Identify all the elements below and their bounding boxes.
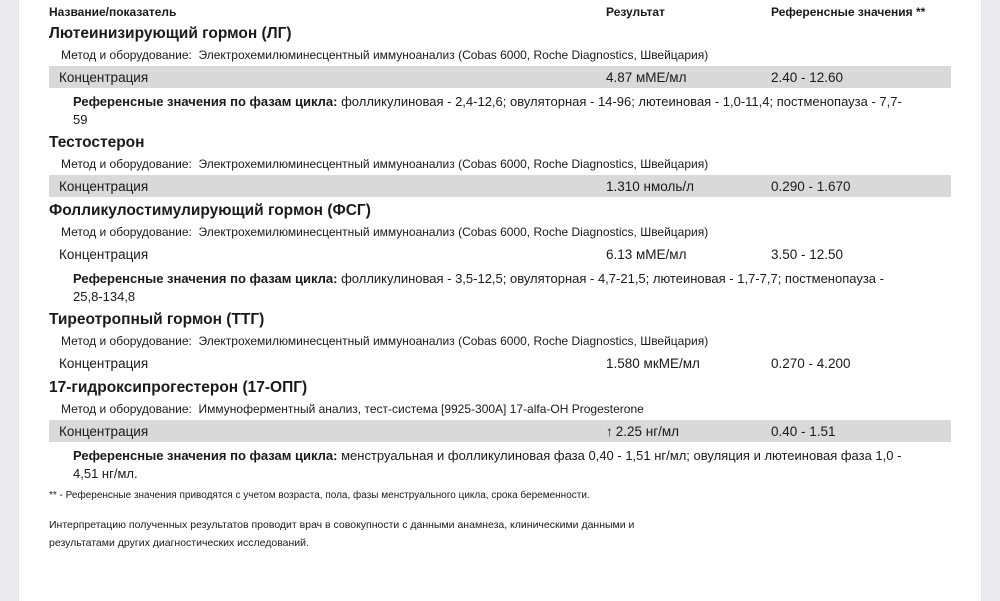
row-label: Концентрация xyxy=(59,69,149,85)
section-title: Лютеинизирующий гормон (ЛГ) xyxy=(49,25,292,42)
lab-report-page xyxy=(18,0,982,601)
section-title: 17-гидроксипрогестерон (17-ОПГ) xyxy=(49,379,308,396)
phase-reference xyxy=(73,270,913,306)
result-row xyxy=(49,66,951,88)
result-row xyxy=(49,352,951,374)
section-title: Тиреотропный гормон (ТТГ) xyxy=(49,311,265,328)
phase-reference xyxy=(73,447,913,483)
row-reference: 3.50 - 12.50 xyxy=(771,246,844,262)
test-section-17opg xyxy=(19,379,981,483)
row-result: 4.87 мМЕ/мл xyxy=(606,69,687,85)
table-header-row xyxy=(49,0,951,20)
reference-footnote: ** - Референсные значения приводятся с учетом возраста, пола, фазы менструального цикла, срока беременности. xyxy=(49,490,590,501)
method-line: Метод и оборудование: Электрохемилюминесцентный иммуноанализ (Cobas 6000, Roche Diagnostics, Швейцария) xyxy=(61,334,709,348)
method-line: Метод и оборудование: Электрохемилюминесцентный иммуноанализ (Cobas 6000, Roche Diagnostics, Швейцария) xyxy=(61,48,709,62)
row-result: 1.310 нмоль/л xyxy=(606,178,695,194)
result-row xyxy=(49,175,951,197)
test-section-testosterone xyxy=(19,134,981,197)
column-header-reference: Референсные значения ** xyxy=(771,5,926,19)
section-title: Тестостерон xyxy=(49,134,145,151)
interpretation-note: Интерпретацию полученных результатов проводит врач в совокупности с данными анамнеза, клиническими данными и результатами других диагностических исследований. xyxy=(49,519,635,549)
row-result: 1.580 мкМЕ/мл xyxy=(606,355,700,371)
row-result: 6.13 мМЕ/мл xyxy=(606,246,687,262)
test-section-fsg xyxy=(19,202,981,306)
row-reference: 2.40 - 12.60 xyxy=(771,69,844,85)
result-row xyxy=(49,420,951,442)
page-edge-left xyxy=(0,0,18,601)
method-line: Метод и оборудование: Иммуноферментный анализ, тест-система [9925-300A] 17-alfa-OH Progesterone xyxy=(61,402,644,416)
row-label: Концентрация xyxy=(59,178,149,194)
page-edge-right xyxy=(982,0,1000,601)
row-label: Концентрация xyxy=(59,423,149,439)
phase-reference-text: менструальная и фолликулиновая фаза 0,40 - 1,51 нг/мл; овуляция и лютеиновая фаза 1,0 - 4,51 нг/мл. xyxy=(73,448,902,481)
row-result-value: 2.25 нг/мл xyxy=(615,423,680,439)
phase-reference-text: фолликулиновая - 2,4-12,6; овуляторная - 14-96; лютеиновая - 1,0-11,4; постменопауза - 7,7-59 xyxy=(73,94,902,127)
phase-reference-label: Референсные значения по фазам цикла: xyxy=(73,271,338,286)
column-header-result: Результат xyxy=(606,5,665,19)
row-reference: 0.40 - 1.51 xyxy=(771,423,836,439)
test-section-ttg xyxy=(19,311,981,374)
phase-reference-label: Референсные значения по фазам цикла: xyxy=(73,94,338,109)
phase-reference-label: Референсные значения по фазам цикла: xyxy=(73,448,338,463)
test-section-lg xyxy=(19,25,981,129)
high-value-arrow-icon: ↑ xyxy=(606,423,613,439)
phase-reference-text: фолликулиновая - 3,5-12,5; овуляторная - 4,7-21,5; лютеиновая - 1,7-7,7; постменопауза - 25,8-134,8 xyxy=(73,271,884,304)
row-reference: 0.270 - 4.200 xyxy=(771,355,851,371)
result-row xyxy=(49,243,951,265)
method-line: Метод и оборудование: Электрохемилюминесцентный иммуноанализ (Cobas 6000, Roche Diagnostics, Швейцария) xyxy=(61,225,709,239)
row-label: Концентрация xyxy=(59,246,149,262)
column-header-name: Название/показатель xyxy=(49,5,177,19)
row-reference: 0.290 - 1.670 xyxy=(771,178,851,194)
method-line: Метод и оборудование: Электрохемилюминесцентный иммуноанализ (Cobas 6000, Roche Diagnostics, Швейцария) xyxy=(61,157,709,171)
row-label: Концентрация xyxy=(59,355,149,371)
phase-reference xyxy=(73,93,913,129)
section-title: Фолликулостимулирующий гормон (ФСГ) xyxy=(49,202,371,219)
row-result xyxy=(606,424,771,439)
